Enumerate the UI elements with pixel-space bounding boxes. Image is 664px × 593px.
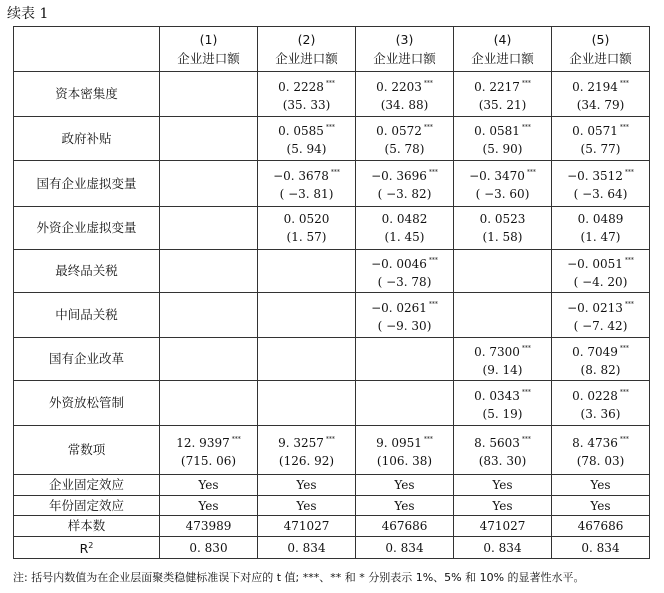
table-cell — [356, 426, 454, 475]
coefficient — [454, 164, 551, 185]
table-cell — [552, 381, 650, 426]
coefficient — [356, 164, 453, 185]
header-corner-cell — [14, 27, 160, 72]
column-header — [356, 27, 454, 72]
coefficient — [454, 384, 551, 405]
t-statistic: (78. 03) — [576, 453, 625, 468]
coefficient — [552, 164, 649, 185]
column-number: (2) — [297, 32, 316, 47]
table-cell — [454, 381, 552, 426]
coefficient — [454, 119, 551, 140]
table-cell: 0. 830 — [160, 537, 258, 559]
row-label — [14, 537, 160, 559]
coefficient — [356, 431, 453, 452]
significance-stars: *** — [521, 124, 531, 131]
coefficient — [160, 431, 257, 452]
row-label: 政府补贴 — [14, 117, 160, 161]
row-label: 资本密集度 — [14, 72, 160, 117]
coefficient-value: 0. 0571 — [572, 124, 618, 138]
table-row — [14, 338, 650, 381]
significance-stars: *** — [619, 124, 629, 131]
table-cell — [356, 381, 454, 426]
table-cell — [258, 338, 356, 381]
coefficient — [356, 210, 453, 228]
table-cell — [552, 338, 650, 381]
row-label-text: 样本数 — [67, 518, 106, 533]
coefficient-value: 0. 0523 — [479, 212, 526, 226]
t-statistic: (8. 82) — [580, 362, 621, 377]
column-label: 企业进口额 — [569, 51, 632, 66]
coefficient-value: 0. 7049 — [572, 344, 618, 359]
coefficient — [356, 296, 453, 317]
table-cell: Yes — [160, 496, 258, 516]
table-cell: Yes — [552, 475, 650, 496]
table-cell — [454, 207, 552, 250]
coefficient — [258, 210, 355, 228]
coefficient — [454, 210, 551, 228]
row-label — [14, 516, 160, 537]
header-row — [14, 27, 650, 72]
significance-stars: *** — [624, 300, 634, 308]
table-cell: 467686 — [552, 516, 650, 537]
t-statistic: (9. 14) — [482, 362, 523, 377]
significance-stars: *** — [428, 300, 438, 308]
row-label: 国有企业改革 — [14, 338, 160, 381]
table-row — [14, 161, 650, 207]
significance-stars: *** — [428, 256, 438, 264]
superscript: 2 — [88, 541, 94, 550]
coefficient-value: 0. 2228 — [278, 79, 324, 94]
table-cell — [552, 72, 650, 117]
table-note: 注: 括号内数值为在企业层面聚类稳健标准误下对应的 t 值; ***、** 和 * 分别表示 1%、5% 和 10% 的显著性水平。 — [13, 571, 585, 584]
row-label: 中间品关税 — [14, 293, 160, 338]
significance-stars: *** — [330, 169, 340, 176]
coefficient — [454, 431, 551, 452]
coefficient-value: −0. 0261 — [371, 300, 427, 315]
table-caption: 续表 1 — [7, 6, 49, 22]
table-cell — [356, 250, 454, 293]
coefficient — [552, 75, 649, 96]
row-label — [14, 496, 160, 516]
coefficient-value: 8. 5603 — [474, 435, 520, 450]
significance-stars: *** — [619, 435, 629, 443]
coefficient-value: 0. 0520 — [283, 212, 330, 226]
column-header — [258, 27, 356, 72]
coefficient-value: 8. 4736 — [572, 435, 618, 450]
table-cell — [258, 381, 356, 426]
coefficient — [258, 75, 355, 96]
coefficient-value: 0. 0482 — [381, 212, 428, 226]
table-cell: Yes — [356, 496, 454, 516]
significance-stars: *** — [624, 256, 634, 264]
t-statistic: (1. 45) — [384, 230, 425, 244]
table-cell — [454, 426, 552, 475]
coefficient-value: 0. 0489 — [577, 212, 624, 226]
significance-stars: *** — [325, 435, 335, 443]
t-statistic: (3. 36) — [580, 406, 621, 421]
table-cell — [356, 293, 454, 338]
t-statistic: (83. 30) — [478, 453, 527, 468]
coefficient-value: 0. 0581 — [474, 124, 520, 138]
significance-stars: *** — [521, 79, 531, 87]
table-cell: 0. 834 — [258, 537, 356, 559]
column-header — [160, 27, 258, 72]
significance-stars: *** — [619, 344, 629, 352]
column-number: (3) — [395, 32, 414, 47]
table-cell — [454, 293, 552, 338]
coefficient — [258, 119, 355, 140]
table-cell: Yes — [160, 475, 258, 496]
table-row — [14, 516, 650, 537]
table-cell — [454, 72, 552, 117]
table-cell — [160, 338, 258, 381]
table-cell: 471027 — [258, 516, 356, 537]
table-cell — [160, 161, 258, 207]
t-statistic: ( −3. 82) — [377, 187, 432, 201]
coefficient-value: −0. 3470 — [469, 169, 525, 183]
coefficient-value: 0. 0343 — [474, 388, 520, 403]
t-statistic: (5. 78) — [384, 142, 425, 156]
table-cell — [356, 207, 454, 250]
coefficient-value: 0. 2194 — [572, 79, 618, 94]
coefficient-value: 0. 0228 — [572, 388, 618, 403]
table-cell — [356, 161, 454, 207]
table-cell — [552, 207, 650, 250]
coefficient — [552, 340, 649, 361]
coefficient — [454, 340, 551, 361]
table-row — [14, 381, 650, 426]
coefficient — [552, 210, 649, 228]
table-cell — [160, 72, 258, 117]
table-cell — [258, 250, 356, 293]
table-cell: 0. 834 — [356, 537, 454, 559]
t-statistic: (5. 19) — [482, 406, 523, 421]
significance-stars: *** — [624, 169, 634, 176]
significance-stars: *** — [619, 388, 629, 396]
table-cell: 0. 834 — [552, 537, 650, 559]
significance-stars: *** — [526, 169, 536, 176]
coefficient — [258, 164, 355, 185]
coefficient — [356, 119, 453, 140]
significance-stars: *** — [231, 435, 241, 443]
coefficient-value: −0. 3678 — [273, 169, 329, 183]
column-number: (4) — [493, 32, 512, 47]
table-cell — [356, 117, 454, 161]
table-cell — [454, 250, 552, 293]
t-statistic: (1. 58) — [482, 230, 523, 244]
coefficient-value: −0. 3696 — [371, 169, 427, 183]
significance-stars: *** — [521, 344, 531, 352]
significance-stars: *** — [521, 388, 531, 396]
coefficient-value: −0. 0213 — [567, 300, 623, 315]
table-row — [14, 293, 650, 338]
table-cell — [258, 72, 356, 117]
table-cell — [454, 338, 552, 381]
table-cell — [160, 207, 258, 250]
table-row — [14, 475, 650, 496]
coefficient-value: 0. 0585 — [278, 124, 324, 138]
t-statistic: ( −3. 60) — [475, 187, 530, 201]
significance-stars: *** — [325, 79, 335, 87]
column-number: (1) — [199, 32, 218, 47]
coefficient — [552, 384, 649, 405]
table-row — [14, 496, 650, 516]
table-cell — [258, 117, 356, 161]
significance-stars: *** — [423, 435, 433, 443]
table-cell — [258, 426, 356, 475]
table-cell: Yes — [552, 496, 650, 516]
coefficient — [258, 431, 355, 452]
coefficient — [552, 296, 649, 317]
table-row — [14, 117, 650, 161]
table-cell — [258, 207, 356, 250]
table-cell: Yes — [454, 475, 552, 496]
table-row — [14, 250, 650, 293]
table-cell — [552, 426, 650, 475]
significance-stars: *** — [619, 79, 629, 87]
table-cell — [552, 161, 650, 207]
column-header — [454, 27, 552, 72]
table-row — [14, 207, 650, 250]
t-statistic: ( −7. 42) — [573, 318, 628, 333]
row-label: 最终品关税 — [14, 250, 160, 293]
table-header — [14, 27, 650, 72]
t-statistic: (34. 79) — [576, 97, 625, 112]
significance-stars: *** — [521, 435, 531, 443]
table-cell — [454, 117, 552, 161]
column-label: 企业进口额 — [177, 51, 240, 66]
table-row — [14, 72, 650, 117]
coefficient — [356, 75, 453, 96]
coefficient-value: 9. 3257 — [278, 435, 324, 450]
coefficient — [552, 119, 649, 140]
t-statistic: ( −9. 30) — [377, 318, 432, 333]
table-body — [14, 72, 650, 559]
table-cell: 473989 — [160, 516, 258, 537]
t-statistic: ( −3. 64) — [573, 187, 628, 201]
t-statistic: (5. 90) — [482, 142, 523, 156]
row-label-text: R — [79, 541, 89, 557]
column-label: 企业进口额 — [471, 51, 534, 66]
t-statistic: ( −3. 81) — [279, 187, 334, 201]
t-statistic: ( −4. 20) — [573, 274, 628, 289]
table-cell: Yes — [258, 496, 356, 516]
column-number: (5) — [591, 32, 610, 47]
table-cell — [160, 250, 258, 293]
table-cell: Yes — [258, 475, 356, 496]
table-cell — [160, 293, 258, 338]
regression-table — [13, 26, 650, 559]
coefficient-value: −0. 0046 — [371, 256, 427, 271]
row-label — [14, 475, 160, 496]
significance-stars: *** — [423, 124, 433, 131]
t-statistic: (35. 21) — [478, 97, 527, 112]
table-cell — [356, 338, 454, 381]
t-statistic: (35. 33) — [282, 97, 331, 112]
t-statistic: (34. 88) — [380, 97, 429, 112]
table-row — [14, 537, 650, 559]
t-statistic: ( −3. 78) — [377, 274, 432, 289]
coefficient-value: −0. 0051 — [567, 256, 623, 271]
significance-stars: *** — [428, 169, 438, 176]
coefficient-value: 0. 7300 — [474, 344, 520, 359]
column-label: 企业进口额 — [373, 51, 436, 66]
row-label: 外资放松管制 — [14, 381, 160, 426]
table-cell: Yes — [356, 475, 454, 496]
t-statistic: (5. 94) — [286, 142, 327, 156]
t-statistic: (106. 38) — [376, 453, 433, 468]
table-row — [14, 426, 650, 475]
table-cell — [160, 381, 258, 426]
table-cell — [258, 161, 356, 207]
coefficient — [356, 252, 453, 273]
table-cell — [160, 426, 258, 475]
significance-stars: *** — [325, 124, 335, 131]
coefficient — [552, 252, 649, 273]
t-statistic: (126. 92) — [278, 453, 335, 468]
significance-stars: *** — [423, 79, 433, 87]
table-cell — [356, 72, 454, 117]
column-header — [552, 27, 650, 72]
row-label: 外资企业虚拟变量 — [14, 207, 160, 250]
coefficient-value: 0. 2203 — [376, 79, 422, 94]
table-cell: 471027 — [454, 516, 552, 537]
t-statistic: (1. 47) — [580, 230, 621, 244]
table-cell: 0. 834 — [454, 537, 552, 559]
table-cell — [552, 293, 650, 338]
column-label: 企业进口额 — [275, 51, 338, 66]
row-label: 常数项 — [14, 426, 160, 475]
row-label: 国有企业虚拟变量 — [14, 161, 160, 207]
table-cell: Yes — [454, 496, 552, 516]
t-statistic: (715. 06) — [180, 453, 237, 468]
row-label-text: 年份固定效应 — [48, 497, 124, 513]
coefficient-value: 0. 0572 — [376, 124, 422, 138]
coefficient-value: 9. 0951 — [376, 435, 422, 450]
table-cell — [160, 117, 258, 161]
t-statistic: (5. 77) — [580, 142, 621, 156]
table-cell — [258, 293, 356, 338]
coefficient — [454, 75, 551, 96]
table-cell: 467686 — [356, 516, 454, 537]
row-label-text: 企业固定效应 — [48, 477, 124, 492]
coefficient — [552, 431, 649, 452]
coefficient-value: −0. 3512 — [567, 169, 623, 183]
table-cell — [454, 161, 552, 207]
t-statistic: (1. 57) — [286, 230, 327, 244]
table-cell — [552, 250, 650, 293]
coefficient-value: 12. 9397 — [176, 435, 230, 450]
table-cell — [552, 117, 650, 161]
coefficient-value: 0. 2217 — [474, 79, 520, 94]
